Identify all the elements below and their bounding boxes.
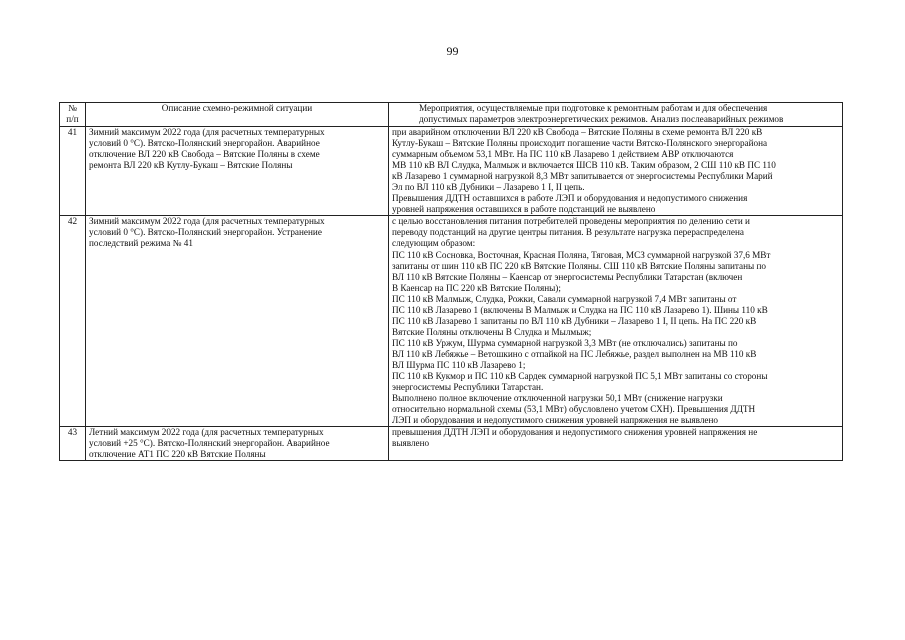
row-number: 42 xyxy=(60,216,86,427)
row-number: 43 xyxy=(60,427,86,461)
table-row xyxy=(60,216,843,427)
row-number: 41 xyxy=(60,127,86,216)
measures-line: В Каенсар на ПС 220 кВ Вятские Поляны); xyxy=(392,282,561,293)
description-line: ремонта ВЛ 220 кВ Кутлу-Букаш – Вятские Поляны xyxy=(89,160,293,171)
measures-line: Вятские Поляны отключены В Слудка и Мылмыж; xyxy=(392,326,592,337)
row-measures xyxy=(389,127,843,216)
measures-line: ПС 110 кВ Сосновка, Восточная, Красная Поляна, Тяговая, МСЗ суммарной нагрузкой 37,6 МВт xyxy=(392,249,771,260)
measures-line: ПС 110 кВ Уржум, Шурма суммарной нагрузкой 3,3 МВт (не отключались) запитаны по xyxy=(392,337,738,348)
measures-line: запитаны от шин 110 кВ ПС 220 кВ Вятские Поляны. СШ 110 кВ Вятские Поляны запитаны по xyxy=(392,260,767,271)
scenario-table xyxy=(59,102,843,461)
measures-line: с целью восстановления питания потребителей проведены мероприятия по делению сети и xyxy=(392,216,750,227)
measures-line: Кутлу-Букаш – Вятские Поляны происходит погашение части Вятско-Полянского энергорайона xyxy=(392,138,768,149)
row-description xyxy=(86,216,389,427)
measures-line: Выполнено полное включение отключенной нагрузки 50,1 МВт (снижение нагрузки xyxy=(392,393,723,404)
table-header-row xyxy=(60,103,843,127)
description-line: Летний максимум 2022 года (для расчетных температурных xyxy=(89,427,324,438)
header-measures xyxy=(389,103,843,127)
measures-line: превышения ДДТН ЛЭП и оборудования и недопустимого снижения уровней напряжения не xyxy=(392,427,758,438)
measures-line: уровней напряжения оставшихся в работе подстанций не выявлено xyxy=(392,204,656,215)
measures-line: ПС 110 кВ Малмыж, Слудка, Рожки, Савали суммарной нагрузкой 7,4 МВт запитаны от xyxy=(392,293,737,304)
table-row xyxy=(60,127,843,216)
measures-line: ВЛ Шурма ПС 110 кВ Лазарево 1; xyxy=(392,359,526,370)
measures-line: Превышения ДДТН оставшихся в работе ЛЭП и оборудования и недопустимого снижения xyxy=(392,193,748,204)
header-measures-line: Мероприятия, осуществляемые при подготовке к ремонтным работам и для обеспечения xyxy=(419,103,768,113)
description-line: отключение АТ1 ПС 220 кВ Вятские Поляны xyxy=(89,449,266,460)
description-line: Зимний максимум 2022 года (для расчетных температурных xyxy=(89,127,325,137)
row-description xyxy=(86,427,389,461)
measures-line: выявлено xyxy=(392,438,430,449)
measures-line: Эл по ВЛ 110 кВ Дубники – Лазарево 1 I, II цепь. xyxy=(392,182,585,193)
description-line: Зимний максимум 2022 года (для расчетных температурных xyxy=(89,216,325,227)
header-description xyxy=(86,103,389,127)
measures-line: переводу подстанций на другие центры питания. В результате нагрузка перераспределена xyxy=(392,227,744,238)
page-number: 99 xyxy=(446,44,459,58)
measures-line: ЛЭП и оборудования и недопустимого снижения уровней напряжения не выявлено xyxy=(392,415,719,426)
measures-line: ПС 110 кВ Лазарево 1 (включены В Малмыж и Слудка на ПС 110 кВ Лазарево 1). Шины 110 кВ xyxy=(392,304,768,315)
measures-line: суммарным объемом 53,1 МВт. На ПС 110 кВ Лазарево 1 действием АВР отключаются xyxy=(392,149,734,160)
measures-line: МВ 110 кВ ВЛ Слудка, Малмыж и включается ШСВ 110 кВ. Таким образом, 2 СШ 110 кВ ПС 110 xyxy=(392,160,776,171)
row-description xyxy=(86,127,389,216)
row-measures xyxy=(389,216,843,427)
row-measures xyxy=(389,427,843,461)
description-line: условий +25 °С). Вятско-Полянский энергорайон. Аварийное xyxy=(89,438,330,449)
header-description-text: Описание схемно-режимной ситуации xyxy=(161,103,313,113)
measures-line: относительно нормальной схемы (53,1 МВт) обусловлено учетом СХН). Превышения ДДТН xyxy=(392,404,756,415)
header-measures-line: допустимых параметров электроэнергетических режимов. Анализ послеаварийных режимов xyxy=(419,114,784,125)
measures-line: следующим образом: xyxy=(392,238,476,249)
table-row xyxy=(60,427,843,461)
description-line: условий 0 °С). Вятско-Полянский энергорайон. Аварийное xyxy=(89,138,320,149)
description-line: условий 0 °С). Вятско-Полянский энергорайон. Устранение xyxy=(89,227,322,238)
measures-line: ПС 110 кВ Лазарево 1 запитаны по ВЛ 110 кВ Дубники – Лазарево 1 I, II цепь. На ПС 220 кВ xyxy=(392,315,757,326)
description-line: последствий режима № 41 xyxy=(89,238,193,249)
measures-line: ВЛ 110 кВ Лебяжье – Ветошкино с отпайкой на ПС Лебяжье, раздел выполнен на МВ 110 кВ xyxy=(392,348,757,359)
measures-line: кВ Лазарево 1 суммарной нагрузкой 8,3 МВт запитывается от энергосистемы Республики Марий xyxy=(392,171,773,182)
measures-line: ПС 110 кВ Кукмор и ПС 110 кВ Сардек суммарной нагрузкой ПС 5,1 МВт запитаны со стороны xyxy=(392,371,768,382)
measures-line: энергосистемы Республики Татарстан. xyxy=(392,382,544,393)
measures-line: при аварийном отключении ВЛ 220 кВ Свобода – Вятские Поляны в схеме ремонта ВЛ 220 кВ xyxy=(392,127,763,137)
header-num-line: № xyxy=(68,103,77,113)
description-line: отключение ВЛ 220 кВ Свобода – Вятские Поляны в схеме xyxy=(89,149,320,160)
measures-line: ВЛ 110 кВ Вятские Поляны – Каенсар от энергосистемы Республики Татарстан (включен xyxy=(392,271,743,282)
header-num xyxy=(60,103,86,127)
header-num-line: п/п xyxy=(66,114,79,125)
